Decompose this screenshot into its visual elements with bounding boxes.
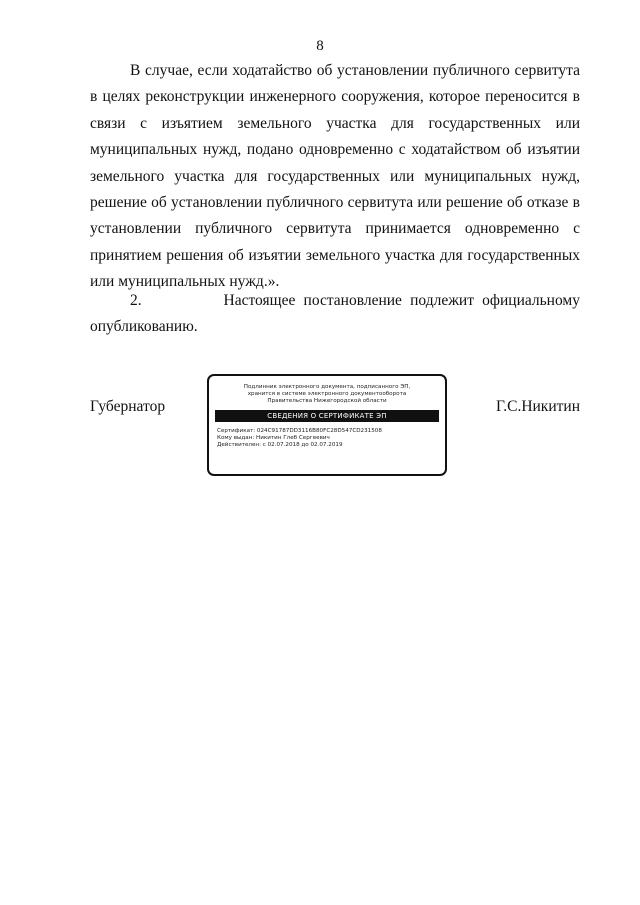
electronic-signature-stamp [207, 374, 447, 476]
signatory-name: Г.С.Никитин [496, 398, 580, 415]
publication-paragraph [90, 288, 580, 341]
amendment-text: В случае, если ходатайство об установлении публичного сервитута в целях реконструкции инженерного сооружения, которое переносится в связи с изъятием земельного участка для государственных или муниципальных нужд, подано одновременно с ходатайством об изъятии земельного участка для государственных или муниципальных нужд, решение об установлении публичного сервитута или решение об отказе в установлении публичного сервитута принимается одновременно с принятием решения об изъятии земельного участка для государственных или муниципальных нужд.». [90, 62, 580, 291]
publication-text: 2. Настоящее постановление подлежит официальному опубликованию. [90, 292, 580, 336]
page-number: 8 [316, 38, 324, 54]
certificate-details [217, 428, 437, 449]
certificate-number: Сертификат: 024C91787DD3116B80FC28D547CD231508 [217, 428, 382, 434]
stamp-notice-line: Подлинник электронного документа, подписанного ЭП, [243, 384, 411, 390]
stamp-notice-line: хранится в системе электронного документооборота [247, 391, 407, 397]
stamp-notice [209, 384, 445, 405]
stamp-banner: СВЕДЕНИЯ О СЕРТИФИКАТЕ ЭП [215, 410, 439, 422]
stamp-notice-line: Правительства Нижегородской области [267, 398, 387, 404]
signatory-title: Губернатор [90, 398, 166, 415]
certificate-owner: Кому выдан: Никитин Глеб Сергеевич [217, 435, 330, 441]
certificate-validity: Действителен: с 02.07.2018 до 02.07.2019 [217, 442, 343, 448]
amendment-paragraph [90, 58, 580, 296]
